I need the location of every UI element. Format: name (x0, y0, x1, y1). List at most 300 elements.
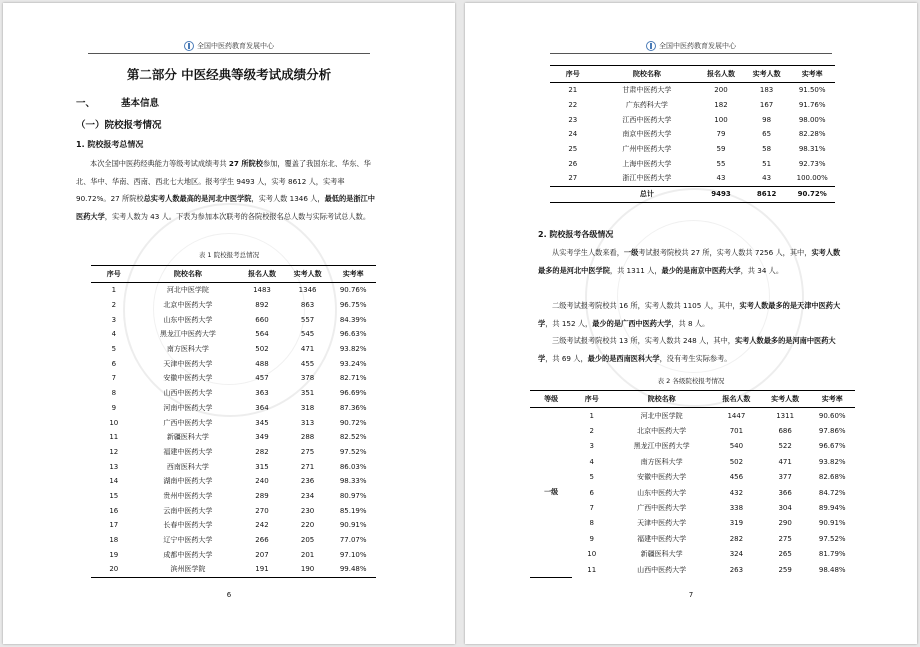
table-cell: 502 (729, 457, 744, 466)
table-cell: 863 (300, 301, 315, 310)
table-cell: 230 (300, 506, 315, 515)
table-cell: 1483 (253, 286, 271, 295)
table-cell: 81.79% (818, 550, 846, 559)
table-cell: 80.97% (339, 491, 367, 500)
total-row (550, 186, 835, 202)
table-cell: 西南医科大学 (166, 462, 209, 471)
org-logo-icon (184, 41, 194, 51)
paragraph-text-run: 实考人数最多的是河南中医药大学 (538, 336, 836, 363)
table-cell: 山西中医药大学 (163, 389, 213, 398)
table-cell: 4 (111, 330, 117, 339)
table-cell: 山西中医药大学 (637, 565, 687, 574)
table-cell: 207 (255, 550, 269, 559)
table-cell: 1346 (298, 286, 317, 295)
table-row (530, 470, 855, 485)
header-org: 全国中医药教育发展中心 (659, 42, 736, 50)
table-cell: 南京中医药大学 (622, 130, 672, 139)
grade3-paragraph (538, 332, 841, 367)
table-cell: 北京中医药大学 (637, 427, 687, 436)
table-cell: 27 (568, 174, 578, 183)
table-cell: 19 (109, 550, 119, 559)
table-cell: 甘肃中医药大学 (622, 86, 672, 95)
table-cell: 77.07% (339, 536, 367, 545)
table-cell: 南方医科大学 (640, 457, 683, 466)
table-cell: 432 (729, 488, 744, 497)
paragraph-text-run: 实考人数最多的是河北中医学院 (538, 248, 841, 275)
table-cell: 265 (778, 550, 792, 559)
table-row (530, 531, 855, 546)
table-cell: 183 (759, 86, 774, 95)
table-cell: 上海中医药大学 (622, 159, 672, 168)
table-cell: 349 (255, 433, 269, 442)
table-cell: 100 (714, 115, 728, 124)
paragraph-text-run: 考试报考院校共 27 所，实考人数共 7256 人，其中， (638, 248, 812, 257)
table-cell: 福建中医药大学 (637, 534, 687, 543)
paragraph-text-run: 二级考试报考院校共 16 所，实考人数共 1105 人，其中， (552, 301, 740, 310)
column-header: 实考率 (810, 391, 856, 408)
table-cell: 86.03% (339, 462, 367, 471)
table1-caption: 表 1 院校报考总情况 (198, 251, 260, 259)
table-cell: 滨州医学院 (137, 562, 240, 577)
table-cell: 天津中医药大学 (637, 519, 687, 528)
table-cell: 892 (255, 301, 269, 310)
table-cell: 黑龙江中医药大学 (159, 330, 216, 339)
table-cell: 502 (255, 345, 269, 354)
table-cell: 282 (729, 534, 744, 543)
table-cell: 91.50% (798, 86, 826, 95)
table2-caption: 表 2 各级院校报考情况 (657, 377, 725, 385)
section-label: 基本信息 (121, 98, 160, 109)
section-number: 一、 (76, 98, 96, 109)
table-cell: 8 (589, 519, 594, 528)
table-cell: 北京中医药大学 (163, 301, 213, 310)
table-cell: 540 (729, 442, 744, 451)
table-cell: 97.86% (818, 427, 846, 436)
table-row (91, 342, 376, 357)
table-row (91, 474, 376, 489)
table-row (530, 500, 855, 515)
sub-heading-2: 2. 院校报考各级情况 (538, 230, 614, 239)
table-cell: 263 (729, 565, 744, 574)
school-summary-table-continued (550, 65, 835, 203)
column-header: 报名人数 (239, 266, 285, 283)
table-cell: 84.39% (339, 315, 367, 324)
table-cell: 242 (255, 521, 269, 530)
table-cell: 289 (255, 491, 269, 500)
table-cell: 17 (109, 521, 119, 530)
table-cell: 13 (109, 462, 119, 471)
table-cell: 辽宁中医药大学 (163, 536, 213, 545)
table-cell: 43 (762, 174, 772, 183)
table-cell: 363 (255, 389, 269, 398)
table-cell: 89.94% (818, 504, 846, 513)
table-cell: 21 (568, 86, 578, 95)
table-row (550, 156, 835, 171)
column-header: 实考率 (789, 66, 835, 83)
table-cell: 43 (716, 174, 726, 183)
table-cell: 97.52% (818, 534, 846, 543)
table-cell: 18 (109, 536, 119, 545)
paragraph-text-run: ，共 1311 人， (609, 265, 662, 275)
table-cell: 313 (300, 418, 315, 427)
table-cell: 98 (762, 115, 772, 124)
table-cell: 2 (111, 301, 117, 310)
table-cell: 364 (255, 403, 269, 412)
table-row (550, 83, 835, 98)
intro-paragraph (76, 155, 379, 225)
table-cell: 20 (91, 562, 137, 577)
table-cell: 93.82% (818, 457, 846, 466)
part-title: 第二部分 中医经典等级考试成绩分析 (126, 67, 332, 82)
table-row (91, 430, 376, 445)
column-header: 序号 (91, 266, 137, 283)
header-org: 全国中医药教育发展中心 (197, 42, 274, 50)
column-header: 实考人数 (744, 66, 790, 83)
table-cell: 3 (111, 315, 117, 324)
table-cell: 广西中医药大学 (637, 504, 687, 513)
table-cell: 7 (111, 374, 117, 383)
section-heading (76, 95, 159, 109)
table-cell: 557 (300, 315, 315, 324)
table-row (91, 547, 376, 562)
table-cell: 220 (300, 521, 315, 530)
column-header: 院校名称 (596, 66, 699, 83)
paragraph-text-run: ，共 8 人。 (671, 318, 710, 328)
table-row (91, 503, 376, 518)
column-header: 院校名称 (137, 266, 240, 283)
table-cell: 90.91% (818, 519, 846, 528)
table-cell: 90.76% (339, 286, 367, 295)
table-cell: 234 (300, 491, 315, 500)
paragraph-text-run: ，没有考生实际参考。 (659, 353, 732, 363)
table-cell: 270 (255, 506, 269, 515)
table-cell: 1311 (776, 411, 795, 420)
table-cell: 安徽中医药大学 (163, 374, 213, 383)
table-cell: 10 (109, 418, 119, 427)
table-cell: 3 (589, 442, 594, 451)
column-header: 序号 (572, 391, 611, 408)
table-cell: 471 (300, 345, 315, 354)
table-row (91, 415, 376, 430)
table-cell: 新疆医科大学 (640, 550, 683, 559)
paragraph-text-run: 总实考人数最高的是河北中医学院 (143, 194, 252, 203)
total-cell: 8612 (744, 186, 790, 202)
grade-school-table (530, 390, 855, 578)
table-cell: 275 (778, 534, 792, 543)
paragraph-text-run: 最少的是西南医科大学 (587, 353, 660, 363)
document-page-right (465, 3, 917, 644)
table-cell: 山东中医药大学 (163, 315, 213, 324)
table-cell: 福建中医药大学 (163, 447, 213, 456)
column-header: 实考人数 (761, 391, 810, 408)
table-cell: 天津中医药大学 (163, 359, 213, 368)
table-cell: 14 (109, 477, 119, 486)
table-cell: 山东中医药大学 (637, 488, 687, 497)
table-row (91, 489, 376, 504)
column-header: 报名人数 (698, 66, 744, 83)
table-row (91, 518, 376, 533)
table-cell: 304 (778, 504, 792, 513)
page-number: 6 (226, 591, 232, 599)
table-row (91, 401, 376, 416)
header-rule (88, 53, 370, 54)
table-cell: 98.00% (798, 115, 826, 124)
table-row (530, 547, 855, 562)
column-header: 报名人数 (712, 391, 761, 408)
table-row (530, 408, 855, 424)
total-cell: 9493 (698, 186, 744, 202)
paragraph-text-run: 从实考学生人数来看， (552, 248, 624, 257)
table-cell: 84.72% (818, 488, 846, 497)
table-cell: 79 (716, 130, 726, 139)
total-cell: 总计 (596, 186, 699, 202)
table-cell: 182 (714, 101, 728, 110)
grade1-paragraph (538, 244, 841, 279)
table-cell: 23 (568, 115, 578, 124)
table-cell: 12 (109, 447, 119, 456)
table-row (91, 459, 376, 474)
table-cell: 5 (589, 473, 594, 482)
table-cell: 324 (729, 550, 744, 559)
table-cell: 236 (300, 477, 315, 486)
table-cell: 广东药科大学 (625, 101, 668, 110)
table-row (530, 423, 855, 438)
table-cell: 205 (300, 536, 315, 545)
table-cell: 259 (778, 565, 792, 574)
column-header: 院校名称 (611, 391, 712, 408)
paragraph-text-run: 三级考试报考院校共 13 所，实考人数共 248 人，其中， (552, 336, 735, 345)
table-cell: 6 (111, 359, 117, 368)
table-cell: 58 (762, 145, 772, 154)
column-header: 实考率 (330, 266, 376, 283)
table-cell: 16 (109, 506, 119, 515)
table-cell: 新疆医科大学 (166, 433, 209, 442)
table-cell: 河南中医药大学 (163, 403, 213, 412)
paragraph-text-run: ，实考人数 1346 人， (251, 194, 325, 203)
page-number: 7 (688, 591, 694, 599)
table-cell: 湖南中医药大学 (163, 477, 213, 486)
table-cell: 长春中医药大学 (163, 521, 213, 530)
table-cell: 471 (778, 457, 792, 466)
table-cell: 10 (587, 550, 597, 559)
table-cell: 190 (285, 562, 331, 577)
table-cell: 271 (300, 462, 315, 471)
paragraph-text-run: 本次全国中医药经典能力等级考试成绩考共 (90, 159, 229, 168)
grade-cell: 一级 (530, 408, 572, 578)
table-cell: 11 (109, 433, 119, 442)
table-cell: 98.31% (798, 145, 826, 154)
table-row (530, 562, 855, 577)
table-cell: 51 (762, 159, 772, 168)
table-cell: 266 (255, 536, 269, 545)
table-row (91, 312, 376, 327)
table-row (530, 439, 855, 454)
table-cell: 9 (111, 403, 117, 412)
table-cell: 7 (589, 504, 594, 513)
total-cell: 90.72% (789, 186, 835, 202)
column-header: 实考人数 (285, 266, 331, 283)
table-cell: 92.73% (798, 159, 826, 168)
table-cell: 288 (300, 433, 315, 442)
table-cell: 98.33% (339, 477, 367, 486)
table-cell: 黑龙江中医药大学 (633, 442, 690, 451)
table-cell: 87.36% (339, 403, 367, 412)
paragraph-text-run: ，实考人数为 43 人。下表为参加本次联考的各院校报名总人数与实际考试总人数。 (104, 211, 371, 221)
table-cell: 8 (111, 389, 117, 398)
table-cell: 96.75% (339, 301, 367, 310)
table-cell: 河北中医学院 (640, 411, 683, 420)
table-cell: 200 (714, 86, 728, 95)
table-row (91, 533, 376, 548)
table-cell: 15 (109, 491, 119, 500)
table-cell: 191 (239, 562, 285, 577)
paragraph-text-run: 参加，覆盖了我国东北、华东、华北、华中、华南、西南、西北七大地区。报考学生 9493 人，实考 8612 人，实考率 90.72%。27 所院校 (76, 159, 371, 203)
table-cell: 65 (762, 130, 772, 139)
table-cell: 351 (300, 389, 315, 398)
table-cell: 93.82% (339, 345, 367, 354)
table-cell: 1 (111, 286, 117, 295)
table-row (530, 454, 855, 469)
table-cell: 97.52% (339, 447, 367, 456)
table-cell: 82.68% (818, 473, 846, 482)
table-cell: 6 (589, 488, 594, 497)
org-logo-icon (646, 41, 656, 51)
table-cell: 545 (300, 330, 315, 339)
table-cell: 浙江中医药大学 (622, 174, 672, 183)
page-header (3, 41, 455, 51)
table-cell: 100.00% (796, 174, 828, 183)
table-cell: 82.71% (339, 374, 367, 383)
table-cell: 99.48% (330, 562, 376, 577)
table-cell: 90.72% (339, 418, 367, 427)
table-cell: 282 (255, 447, 269, 456)
table-cell: 660 (255, 315, 269, 324)
table-cell: 318 (300, 403, 315, 412)
table-cell: 338 (729, 504, 744, 513)
table-cell: 90.60% (818, 411, 846, 420)
paragraph-text-run: 最低的是浙江中医药大学 (76, 194, 375, 221)
table-cell: 378 (300, 374, 315, 383)
paragraph-text-run: 一级 (623, 248, 639, 257)
table-cell: 167 (759, 101, 774, 110)
column-header: 等级 (530, 391, 572, 408)
grade2-paragraph (538, 297, 841, 332)
table-row (550, 127, 835, 142)
table-cell: 98.48% (818, 565, 846, 574)
table-row (91, 356, 376, 371)
document-page-left (3, 3, 455, 644)
table-cell: 江西中医药大学 (622, 115, 672, 124)
table-cell: 成都中医药大学 (163, 550, 213, 559)
table-row (550, 142, 835, 157)
table-row (91, 445, 376, 460)
paragraph-text-run: 最少的是南京中医药大学 (661, 265, 741, 275)
table-cell: 11 (587, 565, 597, 574)
header-rule (550, 53, 832, 54)
table-cell: 82.28% (798, 130, 826, 139)
column-header: 序号 (550, 66, 596, 83)
table-cell: 25 (568, 145, 578, 154)
table-cell: 366 (778, 488, 792, 497)
table-cell: 275 (300, 447, 315, 456)
table-row (530, 485, 855, 500)
paragraph-text-run: ，共 34 人。 (740, 265, 784, 275)
school-summary-table (91, 265, 376, 578)
table-cell: 686 (778, 427, 792, 436)
table-cell: 4 (589, 457, 594, 466)
table-cell: 315 (255, 462, 269, 471)
table-cell: 90.91% (339, 521, 367, 530)
table-cell: 240 (255, 477, 269, 486)
table-cell: 93.24% (339, 359, 367, 368)
table-cell: 广西中医药大学 (163, 418, 213, 427)
table-cell: 24 (568, 130, 578, 139)
table-cell: 488 (255, 359, 269, 368)
table-row (550, 171, 835, 186)
table-cell: 456 (729, 473, 744, 482)
table-row (91, 327, 376, 342)
table-row (530, 516, 855, 531)
table-cell: 云南中医药大学 (163, 506, 213, 515)
table-cell: 290 (778, 519, 792, 528)
table-cell: 5 (111, 345, 117, 354)
paragraph-text-run: ，共 69 人， (545, 353, 588, 363)
table-cell: 319 (729, 519, 744, 528)
table-cell: 9 (589, 534, 594, 543)
paragraph-text-run: 27 所院校 (228, 159, 263, 168)
table-cell: 345 (255, 418, 269, 427)
table-cell: 457 (255, 374, 269, 383)
table-cell: 522 (778, 442, 792, 451)
table-row (91, 562, 376, 577)
paragraph-text-run: 最少的是广西中医药大学 (592, 318, 672, 328)
table-cell: 59 (716, 145, 726, 154)
table-row (550, 112, 835, 127)
table-cell: 701 (729, 427, 744, 436)
table-row (91, 298, 376, 313)
table-cell: 安徽中医药大学 (637, 473, 687, 482)
table-row (91, 283, 376, 298)
table-cell: 2 (589, 427, 594, 436)
subsection-heading: （一）院校报考情况 (76, 120, 162, 131)
table-cell: 1447 (727, 411, 746, 420)
table-cell: 82.52% (339, 433, 367, 442)
table-cell: 455 (300, 359, 315, 368)
table-cell: 91.76% (798, 101, 826, 110)
total-cell (550, 186, 596, 202)
table-row (91, 371, 376, 386)
table-cell: 55 (716, 159, 726, 168)
page-header (465, 41, 917, 51)
table-cell: 河北中医学院 (166, 286, 209, 295)
table-cell: 377 (778, 473, 792, 482)
table-cell: 96.67% (818, 442, 846, 451)
paragraph-text-run: 实考人数最多的是天津中医药大学 (538, 301, 841, 328)
table-cell: 97.10% (339, 550, 367, 559)
table-cell: 广州中医药大学 (622, 145, 672, 154)
table-cell: 85.19% (339, 506, 367, 515)
paragraph-text-run: ，共 152 人， (545, 318, 593, 328)
table-cell: 96.63% (339, 330, 367, 339)
table-cell: 南方医科大学 (166, 345, 209, 354)
table-row (550, 98, 835, 113)
table-cell: 201 (300, 550, 315, 559)
table-cell: 96.69% (339, 389, 367, 398)
table-cell: 1 (589, 411, 594, 420)
table-cell: 22 (568, 101, 578, 110)
table-cell: 贵州中医药大学 (163, 491, 213, 500)
table-row (91, 386, 376, 401)
